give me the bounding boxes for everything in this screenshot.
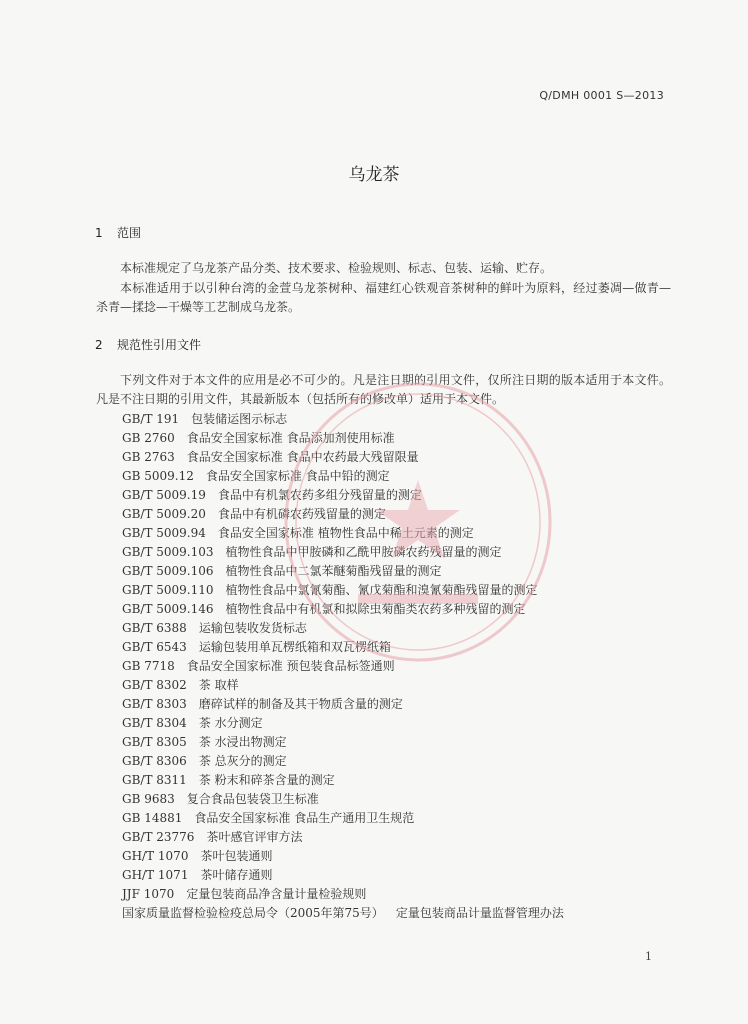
section-number: 1 (95, 226, 103, 240)
reference-title: 植物性食品中氯氰菊酯、氰戊菊酯和溴氰菊酯残留量的测定 (225, 583, 538, 597)
reference-title: 复合食品包装袋卫生标准 (186, 792, 319, 806)
reference-code: GH/T 1071 (122, 868, 189, 882)
reference-item (122, 467, 682, 486)
reference-item (122, 828, 682, 847)
reference-item (122, 885, 682, 904)
reference-code: GB/T 5009.20 (122, 507, 206, 521)
reference-item (122, 486, 682, 505)
reference-code: GB/T 8306 (122, 754, 187, 768)
reference-title: 茶叶包装通则 (200, 849, 273, 863)
reference-title: 食品中有机氯农药多组分残留量的测定 (217, 488, 422, 502)
reference-title: 茶 水分测定 (198, 716, 263, 730)
reference-item (122, 505, 682, 524)
reference-code: GB/T 5009.106 (122, 564, 214, 578)
reference-title: 定量包装商品计量监督管理办法 (395, 906, 564, 920)
section-number: 2 (95, 338, 103, 352)
reference-code: 国家质量监督检验检疫总局令（2005年第75号） (122, 906, 384, 920)
reference-title: 茶 水浸出物测定 (198, 735, 287, 749)
reference-code: GB/T 5009.19 (122, 488, 206, 502)
references-intro: 下列文件对于本文件的应用是必不可少的。凡是注日期的引用文件，仅所注日期的版本适用于本文件。凡是不注日期的引用文件，其最新版本（包括所有的修改单）适用于本文件。 (96, 373, 671, 406)
reference-code: GB/T 5009.110 (122, 583, 214, 597)
reference-item (122, 733, 682, 752)
reference-title: 食品安全国家标准 预包装食品标签通则 (186, 659, 395, 673)
reference-code: GB 14881 (122, 811, 183, 825)
reference-item (122, 638, 682, 657)
reference-title: 食品安全国家标准 食品生产通用卫生规范 (194, 811, 415, 825)
reference-item (122, 714, 682, 733)
reference-title: 运输包装用单瓦楞纸箱和双瓦楞纸箱 (198, 640, 391, 654)
reference-code: GB 5009.12 (122, 469, 194, 483)
reference-title: 食品安全国家标准 食品中农药最大残留限量 (186, 450, 419, 464)
reference-code: GB 7718 (122, 659, 175, 673)
standard-code: Q/DMH 0001 S—2013 (539, 89, 664, 102)
reference-title: 食品中有机磷农药残留量的测定 (217, 507, 386, 521)
reference-code: GB 2763 (122, 450, 175, 464)
reference-list (122, 410, 682, 923)
reference-code: GB/T 5009.94 (122, 526, 206, 540)
reference-item (122, 771, 682, 790)
scope-paragraph-1: 本标准规定了乌龙茶产品分类、技术要求、检验规则、标志、包装、运输、贮存。 (120, 261, 553, 275)
reference-item (122, 581, 682, 600)
section-title: 范围 (117, 226, 142, 240)
reference-item (122, 657, 682, 676)
reference-code: GH/T 1070 (122, 849, 189, 863)
reference-code: GB/T 23776 (122, 830, 195, 844)
reference-item (122, 543, 682, 562)
reference-code: GB/T 8311 (122, 773, 187, 787)
reference-item (122, 676, 682, 695)
reference-code: GB/T 6388 (122, 621, 187, 635)
reference-item (122, 809, 682, 828)
reference-code: GB 2760 (122, 431, 175, 445)
reference-item (122, 866, 682, 885)
reference-item (122, 790, 682, 809)
reference-item (122, 429, 682, 448)
reference-code: GB/T 5009.103 (122, 545, 214, 559)
reference-title: 茶 取样 (198, 678, 239, 692)
reference-title: 食品安全国家标准 食品添加剂使用标准 (186, 431, 395, 445)
reference-code: GB/T 191 (122, 412, 180, 426)
reference-title: 定量包装商品净含量计量检验规则 (186, 887, 367, 901)
scope-paragraph-2: 本标准适用于以引种台湾的金萱乌龙茶树种、福建红心铁观音茶树种的鲜叶为原料，经过萎凋—做青—杀青—揉捻—干燥等工艺制成乌龙茶。 (96, 281, 671, 314)
reference-title: 茶叶储存通则 (200, 868, 273, 882)
reference-code: GB/T 8305 (122, 735, 187, 749)
reference-item (122, 619, 682, 638)
reference-code: GB/T 8304 (122, 716, 187, 730)
reference-title: 茶叶感官评审方法 (206, 830, 303, 844)
reference-title: 植物性食品中有机氯和拟除虫菊酯类农药多种残留的测定 (225, 602, 526, 616)
reference-title: 磨碎试样的制备及其干物质含量的测定 (198, 697, 403, 711)
reference-item (122, 904, 682, 923)
reference-title: 包装储运图示标志 (191, 412, 288, 426)
reference-title: 茶 粉末和碎茶含量的测定 (198, 773, 335, 787)
reference-code: GB 9683 (122, 792, 175, 806)
section-2-heading (95, 336, 201, 353)
section-1-heading (95, 224, 141, 241)
reference-item (122, 752, 682, 771)
reference-item (122, 695, 682, 714)
reference-item (122, 448, 682, 467)
reference-item (122, 410, 682, 429)
reference-title: 植物性食品中二氯苯醚菊酯残留量的测定 (225, 564, 442, 578)
reference-item (122, 847, 682, 866)
reference-item (122, 600, 682, 619)
reference-item (122, 524, 682, 543)
document-title: 乌龙茶 (348, 165, 400, 185)
section-title: 规范性引用文件 (117, 338, 202, 352)
reference-item (122, 562, 682, 581)
page-number: 1 (645, 950, 652, 963)
reference-code: JJF 1070 (122, 887, 175, 901)
reference-title: 植物性食品中甲胺磷和乙酰甲胺磷农药残留量的测定 (225, 545, 502, 559)
reference-title: 食品安全国家标准 食品中铅的测定 (205, 469, 390, 483)
reference-title: 运输包装收发货标志 (198, 621, 307, 635)
reference-code: GB/T 5009.146 (122, 602, 214, 616)
reference-title: 食品安全国家标准 植物性食品中稀土元素的测定 (217, 526, 474, 540)
reference-code: GB/T 6543 (122, 640, 187, 654)
reference-code: GB/T 8303 (122, 697, 187, 711)
reference-title: 茶 总灰分的测定 (198, 754, 287, 768)
reference-code: GB/T 8302 (122, 678, 187, 692)
